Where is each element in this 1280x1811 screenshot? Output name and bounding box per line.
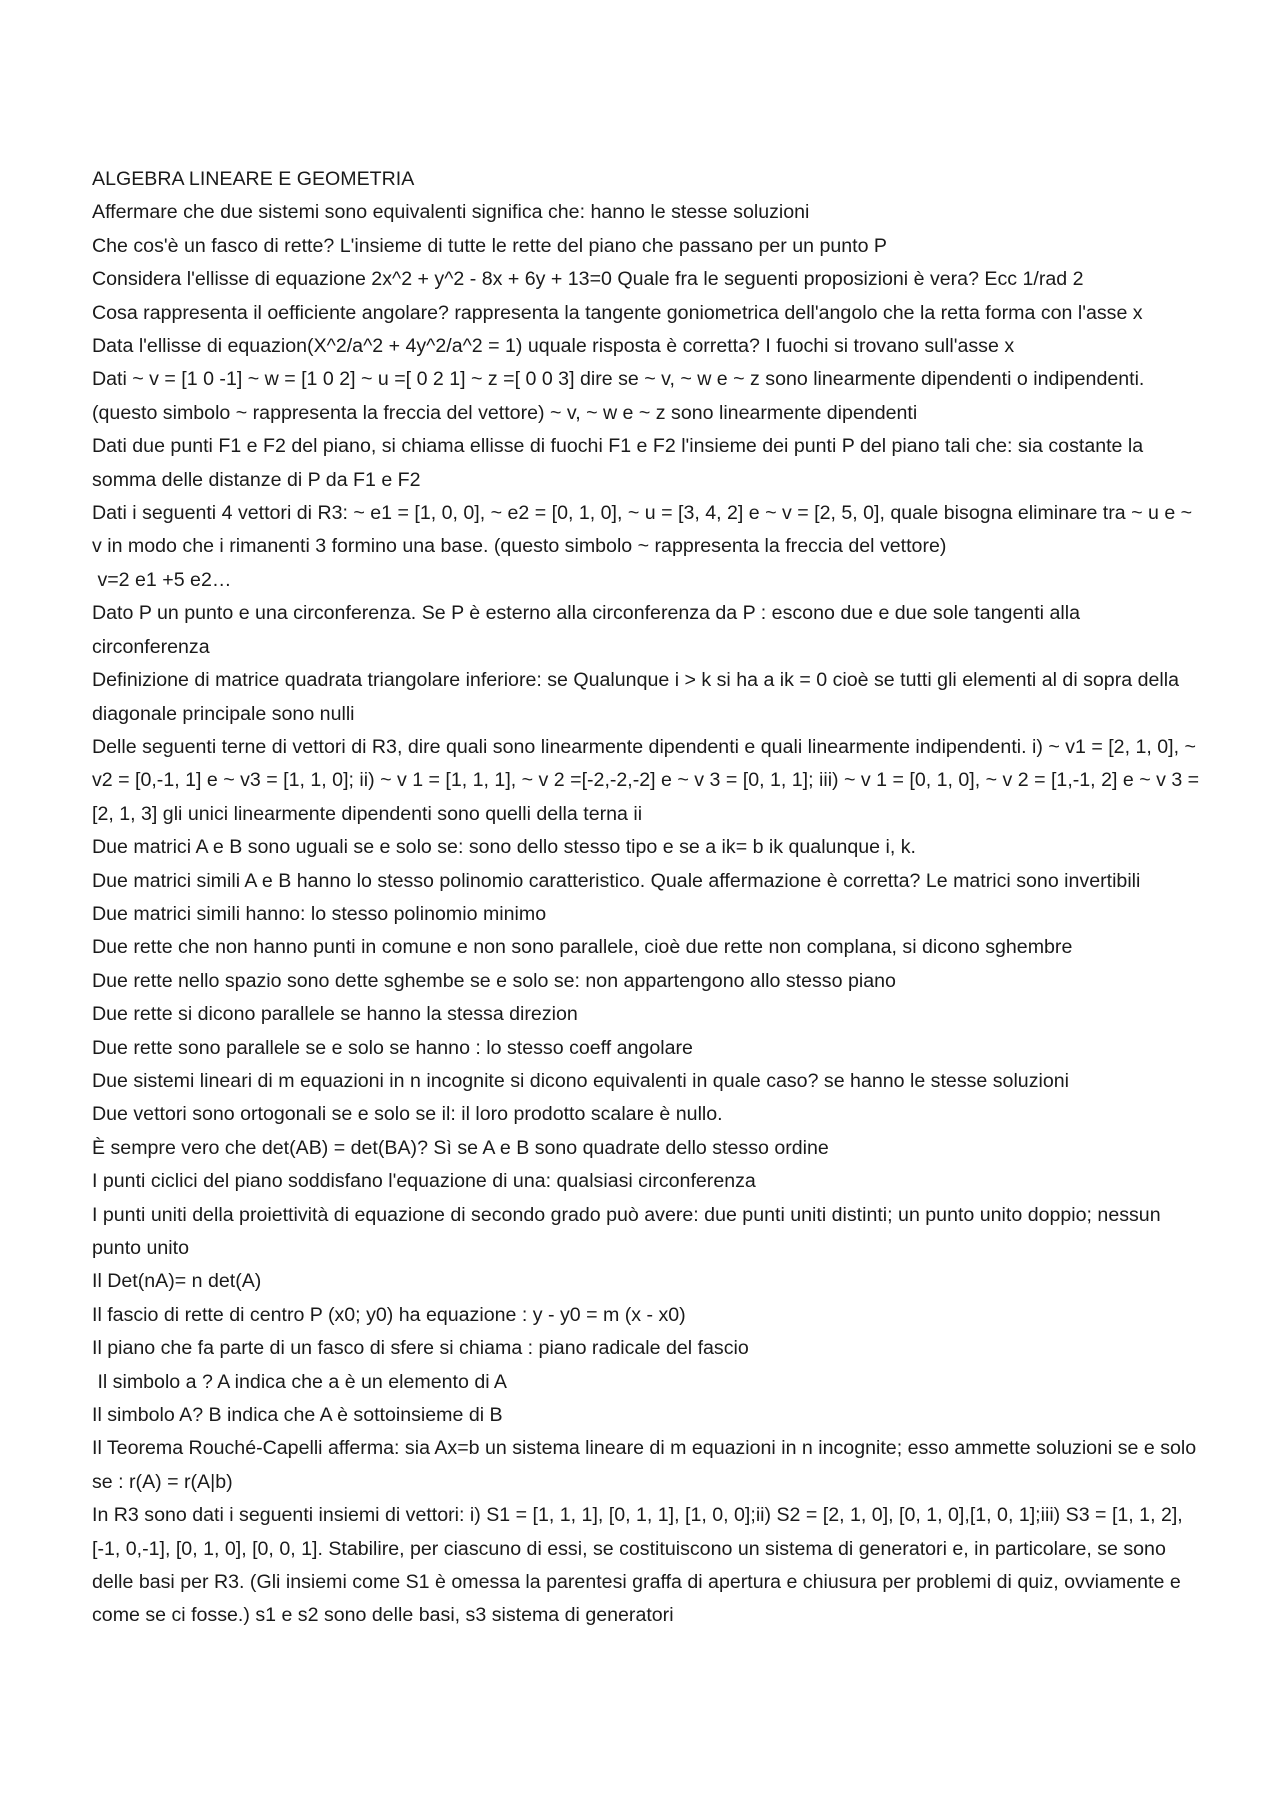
text-line: Due matrici A e B sono uguali se e solo se: sono dello stesso tipo e se a ik= b ik qualunque i, k. bbox=[92, 836, 916, 859]
text-line: Definizione di matrice quadrata triangolare inferiore: se Qualunque i > k si ha a ik = 0 cioè se tutti gli elementi al di sopra della diagonale principale sono nulli bbox=[92, 669, 1179, 725]
text-line: Dati ~ v = [1 0 -1] ~ w = [1 0 2] ~ u =[ 0 2 1] ~ z =[ 0 0 3] dire se ~ v, ~ w e ~ z sono linearmente dipendenti o indipendenti. (questo simbolo ~ rappresenta la freccia del vettore) ~ v, ~ w e ~ z sono linearmente dipendenti bbox=[92, 368, 1145, 424]
text-line: In R3 sono dati i seguenti insiemi di vettori: i) S1 = [1, 1, 1], [0, 1, 1], [1, 0, 0];ii) S2 = [2, 1, 0], [0, 1, 0],[1, 0, 1];iii) S3 = [1, 1, 2],[-1, 0,-1], [0, 1, 0], [0, 0, 1]. Stabilire, per ciascuno di essi, se costituiscono un sistema di generatori e, in particolare, se sono delle basi per R3. (Gli insiemi come S1 è omessa la parentesi graffa di apertura e chiusura per problemi di quiz, ovviamente e come se ci fosse.) s1 e s2 sono delle basi, s3 sistema di generatori bbox=[92, 1504, 1183, 1627]
text-line: Dati due punti F1 e F2 del piano, si chiama ellisse di fuochi F1 e F2 l'insieme dei punti P del piano tali che: sia costante la somma delle distanze di P da F1 e F2 bbox=[92, 435, 1144, 491]
text-line: I punti uniti della proiettività di equazione di secondo grado può avere: due punti uniti distinti; un punto unito doppio; nessun punto unito bbox=[92, 1203, 1161, 1259]
text-line: Considera l'ellisse di equazione 2x^2 + y^2 - 8x + 6y + 13=0 Quale fra le seguenti proposizioni è vera? Ecc 1/rad 2 bbox=[92, 268, 1084, 291]
text-line: Il Teorema Rouché-Capelli afferma: sia Ax=b un sistema lineare di m equazioni in n incognite; esso ammette soluzioni se e solo se : r(A) = r(A|b) bbox=[92, 1437, 1197, 1493]
text-line: Che cos'è un fasco di rette? L'insieme di tutte le rette del piano che passano per un punto P bbox=[92, 234, 888, 257]
text-line: Dati i seguenti 4 vettori di R3: ~ e1 = [1, 0, 0], ~ e2 = [0, 1, 0], ~ u = [3, 4, 2] e ~ v = [2, 5, 0], quale bisogna eliminare tra ~ u e ~ v in modo che i rimanenti 3 formino una base. (questo simbolo ~ rappresenta la freccia del vettore) bbox=[92, 502, 1193, 558]
text-line: Cosa rappresenta il oefficiente angolare? rappresenta la tangente goniometrica dell'angolo che la retta forma con l'asse x bbox=[92, 301, 1143, 324]
text-line: Affermare che due sistemi sono equivalenti significa che: hanno le stesse soluzioni bbox=[92, 201, 810, 224]
text-line: Due rette nello spazio sono dette sghembe se e solo se: non appartengono allo stesso piano bbox=[92, 969, 896, 992]
text-line: È sempre vero che det(AB) = det(BA)? Sì se A e B sono quadrate dello stesso ordine bbox=[92, 1136, 829, 1159]
text-line: Due rette che non hanno punti in comune e non sono parallele, cioè due rette non complana, si dicono sghembre bbox=[92, 936, 1073, 959]
text-line: Il fascio di rette di centro P (x0; y0) ha equazione : y - y0 = m (x - x0) bbox=[92, 1303, 686, 1326]
text-line: Due matrici simili hanno: lo stesso polinomio minimo bbox=[92, 902, 547, 925]
text-line: Il simbolo a ? A indica che a è un elemento di A bbox=[92, 1370, 507, 1393]
text-line: Due vettori sono ortogonali se e solo se il: il loro prodotto scalare è nullo. bbox=[92, 1103, 723, 1126]
text-line: Due rette sono parallele se e solo se hanno : lo stesso coeff angolare bbox=[92, 1036, 693, 1059]
document-title: ALGEBRA LINEARE E GEOMETRIA bbox=[92, 168, 415, 190]
text-line: v=2 e1 +5 e2… bbox=[92, 568, 232, 591]
text-line: Il Det(nA)= n det(A) bbox=[92, 1270, 262, 1293]
text-line: Dato P un punto e una circonferenza. Se P è esterno alla circonferenza da P : escono due e due sole tangenti alla circonferenza bbox=[92, 602, 1080, 658]
text-line: Il simbolo A? B indica che A è sottoinsieme di B bbox=[92, 1404, 503, 1427]
document-body bbox=[92, 163, 1202, 1633]
text-line: Delle seguenti terne di vettori di R3, dire quali sono linearmente dipendenti e quali linearmente indipendenti. i) ~ v1 = [2, 1, 0], ~ v2 = [0,-1, 1] e ~ v3 = [1, 1, 0]; ii) ~ v 1 = [1, 1, 1], ~ v 2 =[-2,-2,-2] e ~ v 3 = [0, 1, 1]; iii) ~ v 1 = [0, 1, 0], ~ v 2 = [1,-1, 2] e ~ v 3 = [2, 1, 3] gli unici linearmente dipendenti sono quelli della terna ii bbox=[92, 735, 1200, 825]
text-line: Due sistemi lineari di m equazioni in n incognite si dicono equivalenti in quale caso? se hanno le stesse soluzioni bbox=[92, 1069, 1069, 1092]
text-line: I punti ciclici del piano soddisfano l'equazione di una: qualsiasi circonferenza bbox=[92, 1170, 756, 1193]
text-line: Due matrici simili A e B hanno lo stesso polinomio caratteristico. Quale affermazione è corretta? Le matrici sono invertibili bbox=[92, 869, 1141, 892]
text-line: Due rette si dicono parallele se hanno la stessa direzion bbox=[92, 1003, 578, 1026]
text-line: Data l'ellisse di equazion(X^2/a^2 + 4y^2/a^2 = 1) uquale risposta è corretta? I fuochi si trovano sull'asse x bbox=[92, 335, 1015, 358]
text-line: Il piano che fa parte di un fasco di sfere si chiama : piano radicale del fascio bbox=[92, 1337, 749, 1360]
